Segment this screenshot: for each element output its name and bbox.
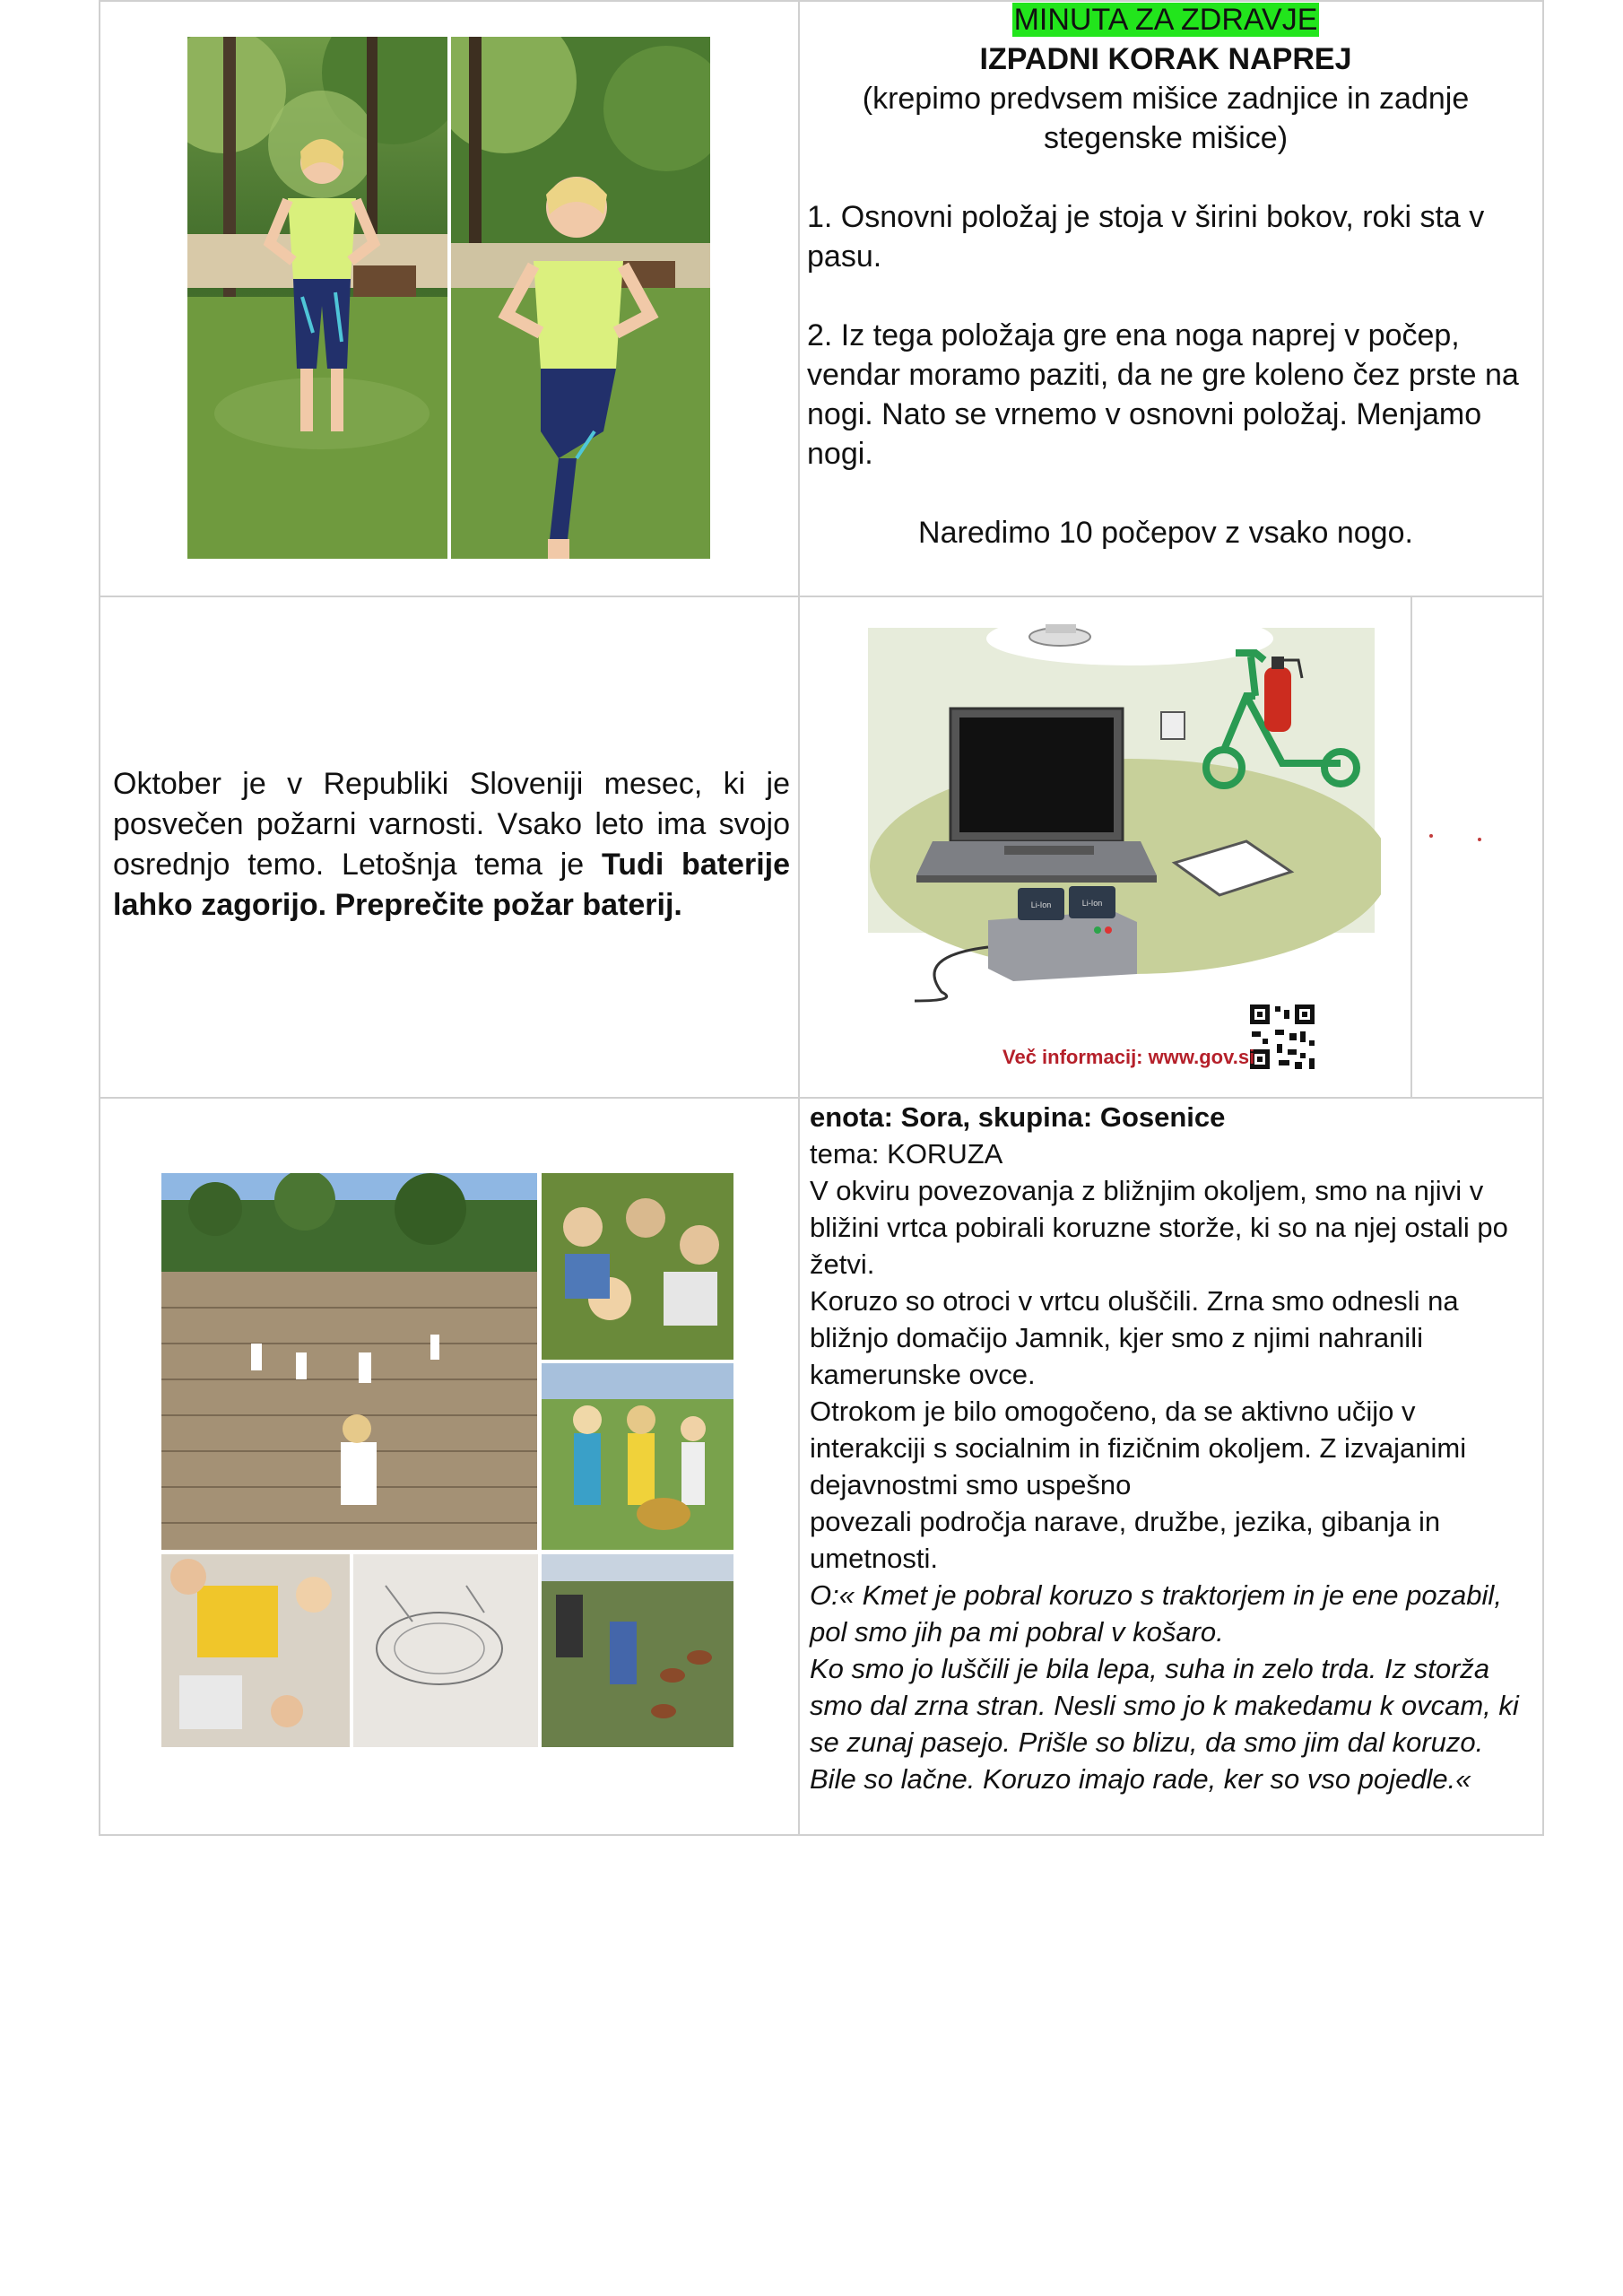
exercise-description xyxy=(807,0,1524,552)
report-unit: enota: Sora, skupina: Gosenice xyxy=(810,1101,1226,1133)
report-paragraph-1: V okviru povezovanja z bližnjim okoljem, smo na njivi v bližini vrtca pobirali koruzne storže, ki so na njej ostali po žetvi. xyxy=(810,1175,1508,1280)
exercise-reps: Naredimo 10 počepov z vsako nogo. xyxy=(918,516,1413,550)
battery-label: Li-Ion xyxy=(1030,900,1052,909)
table-border xyxy=(798,0,800,1836)
report-theme: tema: KORUZA xyxy=(810,1138,1003,1170)
exercise-subtitle: (krepimo predvsem mišice zadnjice in zadnje stegenske mišice) xyxy=(862,82,1470,155)
fire-safety-intro: Oktober je v Republiki Sloveniji mesec, ki je posvečen požarni varnosti. Vsako leto ima svojo osrednjo temo. Letošnja tema je xyxy=(113,767,790,882)
corn-activity-collage xyxy=(161,1173,733,1747)
section-label: MINUTA ZA ZDRAVJE xyxy=(1013,3,1318,37)
fire-safety-theme: Tudi baterije lahko zagorijo. Preprečite požar baterij. xyxy=(113,848,790,922)
table-border xyxy=(1542,0,1544,1836)
exercise-step-1: 1. Osnovni položaj je stoja v širini bokov, roki sta v pasu. xyxy=(807,200,1485,274)
report-paragraph-3b: povezali področja narave, družbe, jezika, gibanja in umetnosti. xyxy=(810,1506,1441,1574)
report-quote-1: O:« Kmet je pobral koruzo s traktorjem in je ene pozabil, pol smo jih pa mi pobral v košaro. xyxy=(810,1579,1502,1648)
decorative-dot xyxy=(1429,834,1433,838)
table-border xyxy=(1410,596,1412,1098)
report-paragraph-3a: Otrokom je bilo omogočeno, da se aktivno učijo v interakciji s socialnim in fizičnim okoljem. Z izvajanimi dejavnostmi smo uspešno xyxy=(810,1396,1467,1500)
poster-info-link[interactable]: Več informacij: www.gov.si xyxy=(1002,1046,1255,1068)
corn-activity-report xyxy=(810,1099,1527,1797)
battery-label: Li-Ion xyxy=(1081,899,1103,908)
report-paragraph-2: Koruzo so otroci v vrtcu oluščili. Zrna smo odnesli na bližnjo domačijo Jamnik, kjer smo z njimi nahranili kamerunske ovce. xyxy=(810,1285,1459,1390)
table-border xyxy=(99,1834,1544,1836)
report-quote-2: Ko smo jo luščili je bila lepa, suha in zelo trda. Iz storža smo dal zrna stran. Nesli smo jo k makedamu k ovcam, ki se zunaj pasejo. Prišle so blizu, da smo jim dal koruzo. Bile so lačne. Koruzo imajo rade, ker so vso pojedle.« xyxy=(810,1653,1519,1795)
exercise-photo-standing xyxy=(187,37,447,559)
table-border xyxy=(99,596,1544,597)
exercise-title: IZPADNI KORAK NAPREJ xyxy=(979,42,1352,76)
fire-safety-poster xyxy=(861,606,1381,1091)
qr-code-icon xyxy=(1246,1001,1318,1073)
table-border xyxy=(99,0,100,1836)
exercise-step-2: 2. Iz tega položaja gre ena noga naprej v počep, vendar moramo paziti, da ne gre koleno čez prste na nogi. Nato se vrnemo v osnovni položaj. Menjamo nogi. xyxy=(807,318,1519,471)
exercise-photo-lunge xyxy=(451,37,710,559)
decorative-dot xyxy=(1478,838,1481,841)
fire-safety-text xyxy=(113,764,790,926)
